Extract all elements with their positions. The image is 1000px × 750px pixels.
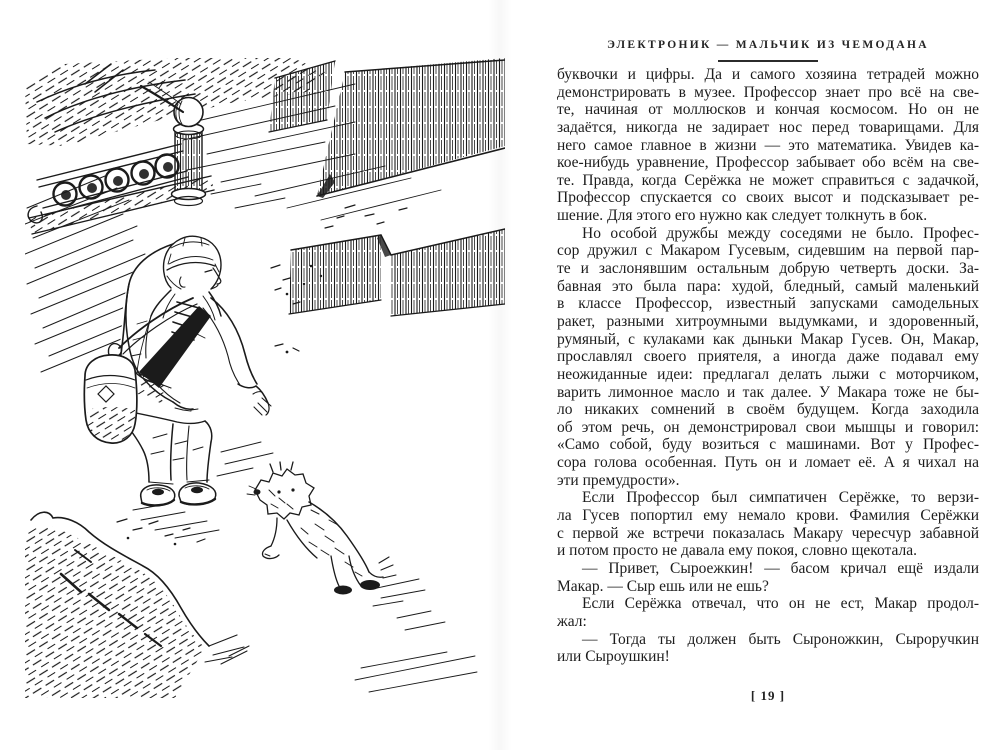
running-title: ЭЛЕКТРОНИК — МАЛЬЧИК ИЗ ЧЕМОДАНА: [607, 39, 929, 51]
dog-eye: [277, 490, 280, 493]
text-line: те и заслонявшим остальным добрую четверть доски. За-: [557, 260, 979, 278]
grass-tuft: [205, 635, 249, 664]
text-line: задаётся, никогда не задирает нос перед товарищами. Для: [557, 118, 979, 136]
text-line: Но особой дружбы между соседями не было. Профес-: [582, 224, 979, 242]
boy: [84, 236, 273, 538]
text-line: «Само собой, буду возиться с машинами. Вот у Профес-: [557, 436, 979, 454]
bush-foreground: [25, 512, 249, 698]
illustration-boy-and-dog: [25, 58, 505, 715]
text-line: Макар. — Сыр ешь или не ешь?: [557, 577, 769, 595]
text-line: и потом просто не давала ему покоя, словно щекотала.: [557, 542, 918, 560]
text-line: Если Серёжка отвечал, что он не ест, Макар продол-: [582, 595, 979, 613]
page-number: [ 19 ]: [750, 688, 786, 703]
text-line: неожиданные идеи: предлагал делать лыжи с моторчиком,: [557, 365, 979, 383]
text-line: в классе Профессор, известный запусками самодельных: [557, 295, 979, 313]
text-line: — Привет, Сыроежкин! — басом кричал ещё издали: [582, 559, 979, 577]
text-line: ла Гусев попортил ему немало крови. Фамилия Серёжки: [557, 507, 979, 525]
text-line: ло никаких сомнений в своём будущем. Когда заходила: [557, 401, 979, 419]
dog-ground-shadow: [373, 579, 425, 606]
text-line: румяный, с кулаками как дыньки Макар Гусев. Он, Макар,: [557, 330, 979, 348]
text-line: сора голова особенная. Путь он и ломает её. А я чихал на: [557, 454, 979, 472]
text-line: буквочки и цифры. Да и самого хозяина тетрадей можно: [557, 66, 979, 83]
text-line: с первой же встречи показалась Макару чересчур забавной: [557, 524, 979, 542]
dog-silhouette: [253, 466, 376, 598]
dog-hind-paw: [334, 586, 352, 595]
text-line: эти премудрости».: [557, 471, 680, 489]
dog-hind-paw: [360, 580, 380, 590]
text-line: об этом речь, он демонстрировал свои мышцы и говорил:: [557, 418, 979, 436]
text-line: прославлял своего приятеля, а иногда даже подавал ему: [557, 348, 979, 366]
text-line: или Сыроушкин!: [557, 648, 670, 666]
body-text: [557, 66, 979, 666]
dog-nose: [254, 489, 261, 495]
text-line: бавная это была пара: худой, бледный, самый маленький: [557, 277, 979, 295]
boy-right-hand: [253, 386, 271, 415]
text-line: кое-нибудь уравнение, Профессор забывает обо всём на све-: [557, 154, 979, 172]
text-line: варить лимонное масло и так далее. У Макара тоже не бы-: [557, 383, 979, 401]
dog-front-paw: [262, 546, 279, 559]
text-line: жал:: [557, 612, 587, 630]
stone-steps: [269, 58, 505, 316]
text-line: ракет, разными хитроумными выдумками, и здоровенный,: [557, 312, 979, 330]
text-line: сор дружил с Макаром Гусевым, сидевшим на первой пар-: [557, 242, 979, 260]
text-line: Если Профессор был симпатичен Серёжке, то верзи-: [582, 489, 979, 507]
dog-eye: [291, 488, 294, 491]
header-rule: [718, 60, 818, 62]
text-line: демонстрировать в музее. Профессор знает про всё на све-: [557, 83, 979, 101]
ground-bottom-right: [355, 611, 477, 692]
dog: [247, 462, 425, 606]
text-line: Профессор спускается со своих высот и подсказывает ре-: [557, 189, 979, 207]
text-line: те. Правда, когда Серёжка не может справиться с задачкой,: [557, 171, 979, 189]
right-page: [500, 0, 1000, 750]
text-line: те, начиная от моллюсков и кончая космосом. Но он не: [557, 101, 979, 119]
text-line: него самое главное в жизни — это математика. Увидев ка-: [557, 136, 979, 154]
text-line: шение. Для этого его нужно как следует толкнуть в бок.: [557, 207, 928, 225]
text-line: — Тогда ты должен быть Сыроножкин, Сыроручкин: [582, 630, 979, 648]
pebbles-near-bush: [117, 519, 205, 545]
